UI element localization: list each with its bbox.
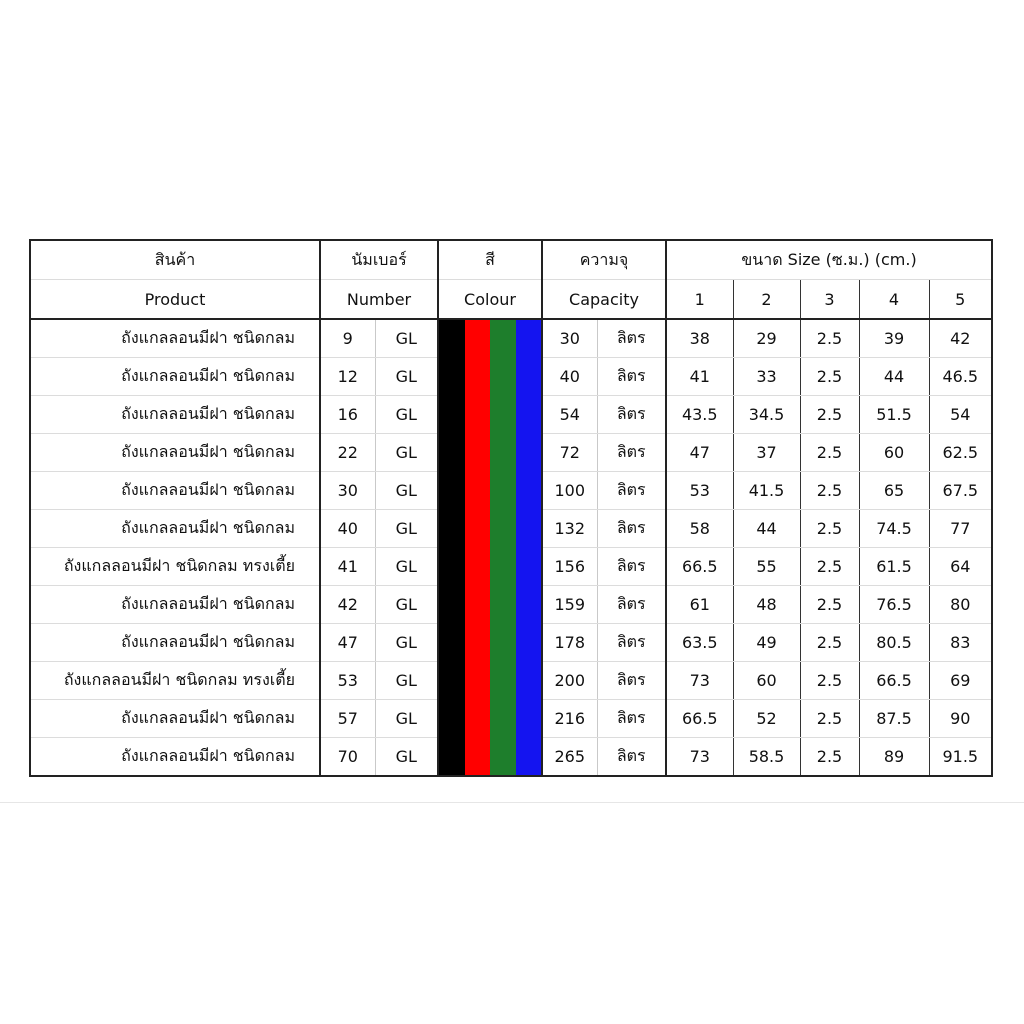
size-value-4: 39 xyxy=(859,319,929,358)
size-value-1: 53 xyxy=(666,472,733,510)
header-row-thai xyxy=(30,240,992,280)
product-name: ถังแกลลอนมีฝา ชนิดกลม xyxy=(30,510,320,548)
size-value-3: 2.5 xyxy=(800,548,859,586)
capacity-header-english: Capacity xyxy=(542,280,666,320)
number-unit: GL xyxy=(375,700,438,738)
capacity-unit: ลิตร xyxy=(597,586,666,624)
size-value-5: 42 xyxy=(929,319,992,358)
size-value-3: 2.5 xyxy=(800,662,859,700)
number-unit: GL xyxy=(375,434,438,472)
size-value-3: 2.5 xyxy=(800,624,859,662)
capacity-header-thai: ความจุ xyxy=(542,240,666,280)
product-name: ถังแกลลอนมีฝา ชนิดกลม xyxy=(30,586,320,624)
capacity-unit: ลิตร xyxy=(597,738,666,777)
number-value: 53 xyxy=(320,662,375,700)
number-header-english: Number xyxy=(320,280,438,320)
product-name: ถังแกลลอนมีฝา ชนิดกลม xyxy=(30,624,320,662)
number-unit: GL xyxy=(375,319,438,358)
swatch-red xyxy=(465,320,491,775)
size-value-1: 63.5 xyxy=(666,624,733,662)
size-value-3: 2.5 xyxy=(800,472,859,510)
product-name: ถังแกลลอนมีฝา ชนิดกลม xyxy=(30,358,320,396)
page-divider xyxy=(0,802,1024,803)
size-value-5: 64 xyxy=(929,548,992,586)
capacity-value: 54 xyxy=(542,396,597,434)
size-value-1: 47 xyxy=(666,434,733,472)
size-value-5: 46.5 xyxy=(929,358,992,396)
colour-header-english: Colour xyxy=(438,280,542,320)
number-unit: GL xyxy=(375,358,438,396)
number-value: 22 xyxy=(320,434,375,472)
size-value-1: 38 xyxy=(666,319,733,358)
size-value-4: 51.5 xyxy=(859,396,929,434)
size-value-2: 44 xyxy=(733,510,800,548)
size-value-4: 66.5 xyxy=(859,662,929,700)
number-value: 41 xyxy=(320,548,375,586)
number-unit: GL xyxy=(375,738,438,777)
size-column-5: 5 xyxy=(929,280,992,320)
size-value-5: 90 xyxy=(929,700,992,738)
capacity-unit: ลิตร xyxy=(597,548,666,586)
capacity-unit: ลิตร xyxy=(597,358,666,396)
capacity-value: 178 xyxy=(542,624,597,662)
number-unit: GL xyxy=(375,510,438,548)
number-unit: GL xyxy=(375,548,438,586)
size-value-1: 66.5 xyxy=(666,700,733,738)
number-unit: GL xyxy=(375,396,438,434)
size-value-1: 43.5 xyxy=(666,396,733,434)
colour-header-thai: สี xyxy=(438,240,542,280)
product-name: ถังแกลลอนมีฝา ชนิดกลม xyxy=(30,319,320,358)
size-value-5: 91.5 xyxy=(929,738,992,777)
capacity-value: 216 xyxy=(542,700,597,738)
product-name: ถังแกลลอนมีฝา ชนิดกลม xyxy=(30,472,320,510)
number-unit: GL xyxy=(375,624,438,662)
size-value-2: 60 xyxy=(733,662,800,700)
size-value-5: 69 xyxy=(929,662,992,700)
size-value-3: 2.5 xyxy=(800,358,859,396)
size-value-3: 2.5 xyxy=(800,396,859,434)
size-column-4: 4 xyxy=(859,280,929,320)
capacity-value: 156 xyxy=(542,548,597,586)
size-column-3: 3 xyxy=(800,280,859,320)
size-value-3: 2.5 xyxy=(800,738,859,777)
number-value: 30 xyxy=(320,472,375,510)
capacity-value: 72 xyxy=(542,434,597,472)
capacity-unit: ลิตร xyxy=(597,662,666,700)
size-value-4: 60 xyxy=(859,434,929,472)
size-value-5: 80 xyxy=(929,586,992,624)
size-value-2: 33 xyxy=(733,358,800,396)
size-value-1: 61 xyxy=(666,586,733,624)
number-value: 40 xyxy=(320,510,375,548)
size-value-1: 41 xyxy=(666,358,733,396)
number-value: 57 xyxy=(320,700,375,738)
size-value-3: 2.5 xyxy=(800,510,859,548)
size-value-2: 52 xyxy=(733,700,800,738)
capacity-unit: ลิตร xyxy=(597,396,666,434)
capacity-unit: ลิตร xyxy=(597,510,666,548)
size-value-3: 2.5 xyxy=(800,586,859,624)
product-name: ถังแกลลอนมีฝา ชนิดกลม xyxy=(30,738,320,777)
number-value: 9 xyxy=(320,319,375,358)
table-row xyxy=(30,319,992,358)
size-value-3: 2.5 xyxy=(800,434,859,472)
capacity-unit: ลิตร xyxy=(597,624,666,662)
colour-swatches xyxy=(438,319,542,776)
product-name: ถังแกลลอนมีฝา ชนิดกลม ทรงเตี้ย xyxy=(30,662,320,700)
swatch-blue xyxy=(516,320,542,775)
size-value-4: 61.5 xyxy=(859,548,929,586)
capacity-value: 40 xyxy=(542,358,597,396)
product-name: ถังแกลลอนมีฝา ชนิดกลม xyxy=(30,434,320,472)
number-unit: GL xyxy=(375,586,438,624)
number-value: 70 xyxy=(320,738,375,777)
size-value-3: 2.5 xyxy=(800,700,859,738)
size-value-4: 65 xyxy=(859,472,929,510)
capacity-value: 200 xyxy=(542,662,597,700)
size-value-4: 76.5 xyxy=(859,586,929,624)
number-unit: GL xyxy=(375,662,438,700)
size-value-4: 89 xyxy=(859,738,929,777)
capacity-value: 30 xyxy=(542,319,597,358)
number-value: 16 xyxy=(320,396,375,434)
size-value-4: 74.5 xyxy=(859,510,929,548)
number-value: 42 xyxy=(320,586,375,624)
swatch-black xyxy=(439,320,465,775)
size-value-2: 29 xyxy=(733,319,800,358)
capacity-unit: ลิตร xyxy=(597,434,666,472)
size-value-1: 58 xyxy=(666,510,733,548)
size-value-2: 55 xyxy=(733,548,800,586)
capacity-unit: ลิตร xyxy=(597,472,666,510)
colour-swatch-group xyxy=(439,320,541,775)
size-value-1: 66.5 xyxy=(666,548,733,586)
size-value-5: 77 xyxy=(929,510,992,548)
capacity-value: 159 xyxy=(542,586,597,624)
size-value-5: 54 xyxy=(929,396,992,434)
size-value-2: 41.5 xyxy=(733,472,800,510)
size-value-2: 58.5 xyxy=(733,738,800,777)
size-value-2: 37 xyxy=(733,434,800,472)
capacity-value: 132 xyxy=(542,510,597,548)
size-column-2: 2 xyxy=(733,280,800,320)
size-value-4: 80.5 xyxy=(859,624,929,662)
product-name: ถังแกลลอนมีฝา ชนิดกลม xyxy=(30,396,320,434)
size-value-3: 2.5 xyxy=(800,319,859,358)
size-value-2: 34.5 xyxy=(733,396,800,434)
number-header-thai: นัมเบอร์ xyxy=(320,240,438,280)
spec-table xyxy=(29,239,993,777)
size-value-1: 73 xyxy=(666,662,733,700)
size-value-4: 44 xyxy=(859,358,929,396)
product-name: ถังแกลลอนมีฝา ชนิดกลม xyxy=(30,700,320,738)
size-value-4: 87.5 xyxy=(859,700,929,738)
product-header-thai: สินค้า xyxy=(30,240,320,280)
number-unit: GL xyxy=(375,472,438,510)
size-column-1: 1 xyxy=(666,280,733,320)
capacity-value: 100 xyxy=(542,472,597,510)
size-value-5: 67.5 xyxy=(929,472,992,510)
size-value-1: 73 xyxy=(666,738,733,777)
size-value-5: 62.5 xyxy=(929,434,992,472)
capacity-unit: ลิตร xyxy=(597,319,666,358)
number-value: 47 xyxy=(320,624,375,662)
capacity-value: 265 xyxy=(542,738,597,777)
swatch-green xyxy=(490,320,516,775)
size-header-title: ขนาด Size (ซ.ม.) (cm.) xyxy=(666,240,992,280)
size-value-2: 48 xyxy=(733,586,800,624)
size-value-5: 83 xyxy=(929,624,992,662)
size-value-2: 49 xyxy=(733,624,800,662)
product-header-english: Product xyxy=(30,280,320,320)
header-row-english xyxy=(30,280,992,320)
capacity-unit: ลิตร xyxy=(597,700,666,738)
number-value: 12 xyxy=(320,358,375,396)
product-name: ถังแกลลอนมีฝา ชนิดกลม ทรงเตี้ย xyxy=(30,548,320,586)
